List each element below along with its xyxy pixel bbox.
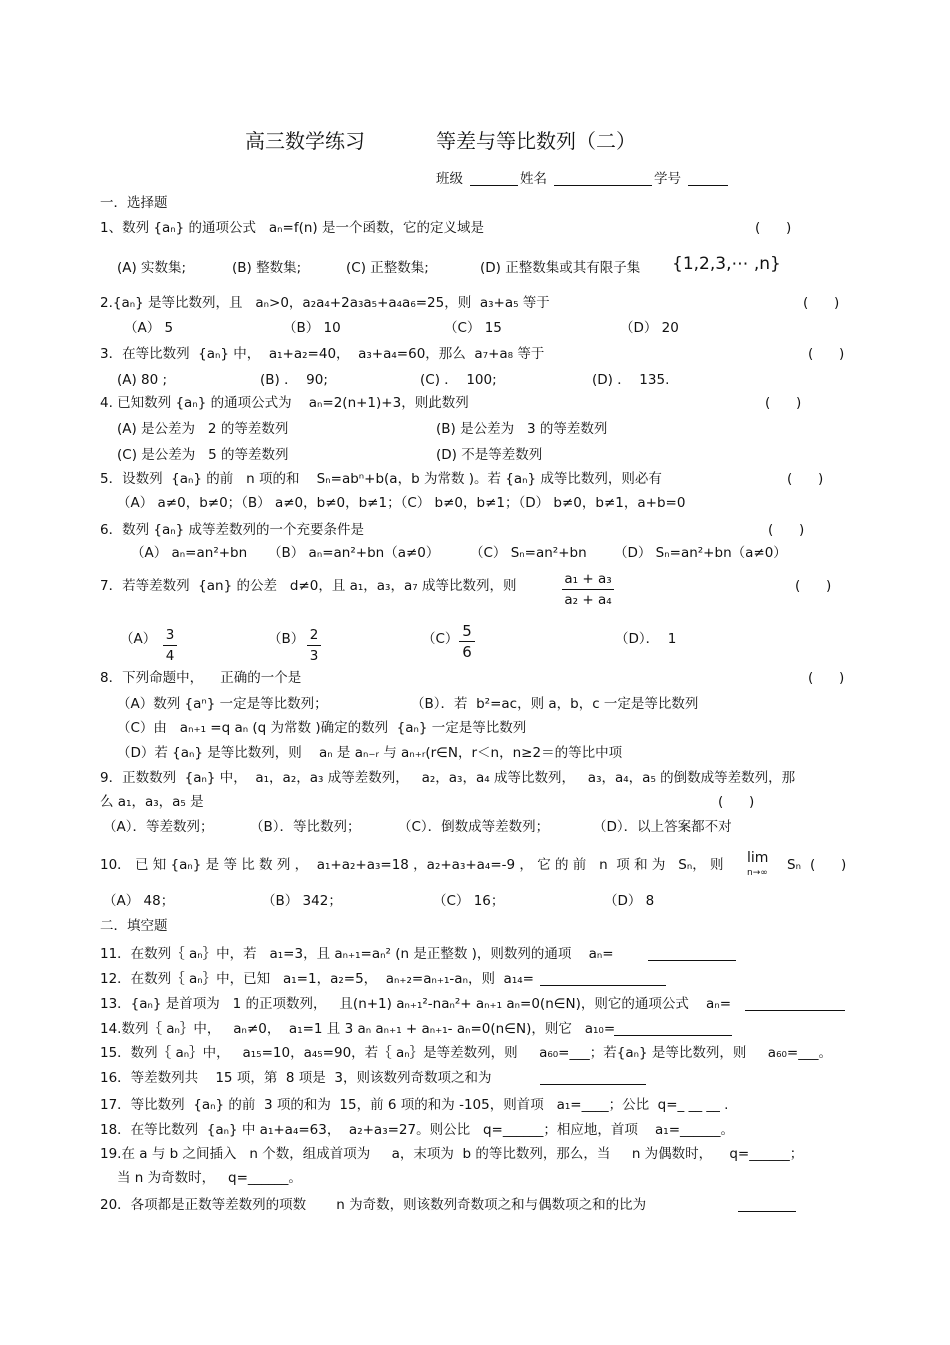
q4-option-a[interactable]: (A) 是公差为 2 的等差数列 [117,421,289,437]
fill-19-cont: 当 n 为奇数时， q=______。 [117,1170,302,1186]
q6-stem: 6．数列 {aₙ} 成等差数列的一个充要条件是 [100,522,365,538]
q1-option-d[interactable]: (D) 正整数集或其有限子集 [480,260,641,276]
q7-option-c[interactable]: （C） [422,631,459,647]
q10-paren[interactable]: ( ) [810,857,847,873]
q9-option-b[interactable]: （B）．等比数列； [250,819,361,835]
q7-option-a-fraction [163,626,177,665]
q1-option-b[interactable]: (B) 整数集; [232,260,302,276]
q1-stem: 1、数列 {aₙ} 的通项公式 aₙ=f(n) 是一个函数，它的定义域是 [100,220,484,236]
fill-20-blank[interactable] [738,1211,796,1212]
fill-11: 11．在数列｛ aₙ｝中，若 a₁=3，且 aₙ₊₁=aₙ² (n 是正整数 )，则数列的通项 aₙ= [100,946,614,962]
q9-option-d[interactable]: （D）．以上答案都不对 [593,819,732,835]
q6-option-b[interactable]: （B） aₙ=an²+bn（a≠0） [268,545,440,561]
q2-option-a[interactable]: （A） 5 [124,320,174,336]
q10-option-c[interactable]: （C） 16； [433,893,505,909]
id-field[interactable] [688,185,728,186]
q7-denominator: a₂ + a₄ [564,592,612,608]
q10-lim: lim [747,850,769,866]
q7-stem: 7．若等差数列 {an} 的公差 d≠0，且 a₁，a₃，a₇ 成等比数列，则 [100,578,517,594]
q7-option-b[interactable]: （B） [268,631,305,647]
q7-a-den: 4 [165,648,175,664]
q7-b-num: 2 [309,627,319,643]
q7-option-c-fraction [459,622,475,661]
q10-option-a[interactable]: （A） 48； [103,893,175,909]
fill-20: 20．各项都是正数等差数列的项数 n 为奇数，则该数列奇数项之和与偶数项之和的比为 [100,1197,647,1213]
fill-12: 12．在数列｛ aₙ｝中，已知 a₁=1，a₂=5， aₙ₊₂=aₙ₊₁-aₙ，则 a₁₄= [100,971,534,987]
q7-b-den: 3 [309,648,319,664]
fill-12-blank[interactable] [540,985,666,986]
fill-14: 14.数列｛ aₙ｝中， aₙ≠0， a₁=1 且 3 aₙ aₙ₊₁ + aₙ₊₁- aₙ=0(n∈N)，则它 a₁₀= [100,1021,616,1037]
q9-option-a[interactable]: （A）．等差数列； [103,819,214,835]
fill-15: 15．数列｛ aₙ｝中， a₁₅=10，a₄₅=90，若｛ aₙ｝是等差数列，则 a₆₀=___；若{aₙ} 是等比数列，则 a₆₀=___。 [100,1045,832,1061]
q1-paren[interactable]: ( ) [755,220,792,236]
q7-a-num: 3 [165,627,175,643]
q3-paren[interactable]: ( ) [808,346,845,362]
q6-paren[interactable]: ( ) [768,522,805,538]
q9-stem-cont: 么 a₁，a₃，a₅ 是 [100,794,204,810]
q1-set-notation: {1,2,3,⋯ ,n} [672,254,781,274]
fill-14-blank[interactable] [614,1035,732,1036]
q9-option-c[interactable]: （C）．倒数成等差数列； [398,819,550,835]
q6-option-a[interactable]: （A） aₙ=an²+bn [131,545,248,561]
q8-option-b[interactable]: （B）．若 b²=ac，则 a，b，c 一定是等比数列 [411,696,699,712]
id-label: 学号 [654,171,681,187]
q8-option-d[interactable]: （D）若 {aₙ} 是等比数列，则 aₙ 是 aₙ₋ᵣ 与 aₙ₊ᵣ(r∈N，r＜n，n≥2＝的等比中项 [117,745,623,761]
q3-option-b[interactable]: (B) ． 90; [260,372,328,388]
q5-stem: 5．设数列 {aₙ} 的前 n 项的和 Sₙ=abⁿ+b(a，b 为常数 )。若 {aₙ} 成等比数列，则必有 [100,471,662,487]
fill-17: 17．等比数列 {aₙ} 的前 3 项的和为 15，前 6 项的和为 -105，则首项 a₁=____；公比 q=_ __ __ . [100,1097,729,1113]
q4-option-c[interactable]: (C) 是公差为 5 的等差数列 [117,447,289,463]
class-label: 班级 [436,171,463,187]
q4-stem: 4. 已知数列 {aₙ} 的通项公式为 aₙ=2(n+1)+3，则此数列 [100,395,469,411]
q9-paren[interactable]: ( ) [718,794,755,810]
q10-sn: Sₙ [787,857,801,873]
q7-c-den: 6 [462,643,472,661]
name-label: 姓名 [520,171,547,187]
q9-stem: 9．正数数列 {aₙ} 中， a₁，a₂，a₃ 成等差数列， a₂，a₃，a₄ 成等比数列， a₃，a₄，a₅ 的倒数成等差数列，那 [100,770,796,786]
section-choice-heading: 一．选择题 [100,195,168,211]
q2-option-d[interactable]: （D） 20 [620,320,679,336]
q10-option-d[interactable]: （D） 8 [604,893,655,909]
q2-stem: 2.{aₙ} 是等比数列，且 aₙ>0，a₂a₄+2a₃a₅+a₄a₆=25，则 a₃+a₅ 等于 [100,295,550,311]
q3-option-c[interactable]: (C) ． 100; [420,372,497,388]
q7-fraction [562,570,614,609]
q3-stem: 3．在等比数列 {aₙ} 中， a₁+a₂=40， a₃+a₄=60，那么 a₇+a₈ 等于 [100,346,545,362]
q2-paren[interactable]: ( ) [803,295,840,311]
q7-option-d[interactable]: （D）． 1 [615,631,677,647]
q7-numerator: a₁ + a₃ [564,571,612,587]
q3-option-a[interactable]: (A) 80 ; [117,372,168,388]
section-fill-heading: 二．填空题 [100,918,168,934]
q3-option-d[interactable]: (D) ． 135. [592,372,670,388]
q6-option-c[interactable]: （C） Sₙ=an²+bn [470,545,587,561]
q10-stem: 10． 已 知 {aₙ} 是 等 比 数 列 ， a₁+a₂+a₃=18 ，a₂+a₃+a₄=-9 ， 它 的 前 n 项 和 为 Sₙ， 则 [100,857,724,873]
title-left: 高三数学练习 [245,129,365,153]
q4-paren[interactable]: ( ) [765,395,802,411]
fill-16: 16．等差数列共 15 项，第 8 项是 3，则该数列奇数项之和为 [100,1070,492,1086]
name-field[interactable] [554,185,652,186]
fill-19: 19.在 a 与 b 之间插入 n 个数，组成首项为 a，末项为 b 的等比数列，那么，当 n 为偶数时， q=______； [100,1146,804,1162]
q8-option-c[interactable]: （C）由 aₙ₊₁ =q aₙ (q 为常数 )确定的数列 {aₙ} 一定是等比数列 [117,720,527,736]
q5-options[interactable]: （A） a≠0，b≠0；（B） a≠0，b≠0，b≠1；（C） b≠0，b≠1；（D） b≠0，b≠1，a+b=0 [117,495,686,511]
fill-18: 18．在等比数列 {aₙ} 中 a₁+a₄=63， a₂+a₃=27。则公比 q=______；相应地，首项 a₁=______。 [100,1122,735,1138]
q10-lim-sub: n→∞ [747,868,768,878]
q4-option-d[interactable]: (D) 不是等差数列 [436,447,543,463]
fill-13: 13．{aₙ} 是首项为 1 的正项数列， 且(n+1) aₙ₊₁²-naₙ²+ aₙ₊₁ aₙ=0(n∈N)，则它的通项公式 aₙ= [100,996,732,1012]
q8-paren[interactable]: ( ) [808,670,845,686]
q4-option-b[interactable]: (B) 是公差为 3 的等差数列 [436,421,608,437]
q1-option-c[interactable]: (C) 正整数集; [346,260,429,276]
q1-option-a[interactable]: (A) 实数集; [117,260,187,276]
q7-paren[interactable]: ( ) [795,578,832,594]
q5-paren[interactable]: ( ) [787,471,824,487]
q8-option-a[interactable]: （A）数列 {aⁿ} 一定是等比数列； [117,696,328,712]
q2-option-c[interactable]: （C） 15 [444,320,502,336]
q7-option-a[interactable]: （A） [120,631,157,647]
q6-option-d[interactable]: （D） Sₙ=an²+bn（a≠0） [614,545,787,561]
q8-stem: 8．下列命题中， 正确的一个是 [100,670,302,686]
fill-11-blank[interactable] [648,960,736,961]
q2-option-b[interactable]: （B） 10 [283,320,341,336]
q7-option-b-fraction [307,626,321,665]
title-right: 等差与等比数列（二） [436,129,636,153]
q7-c-num: 5 [462,622,472,640]
class-field[interactable] [470,185,518,186]
q10-option-b[interactable]: （B） 342； [262,893,342,909]
fill-16-blank[interactable] [540,1084,646,1085]
fill-13-blank[interactable] [745,1010,845,1011]
